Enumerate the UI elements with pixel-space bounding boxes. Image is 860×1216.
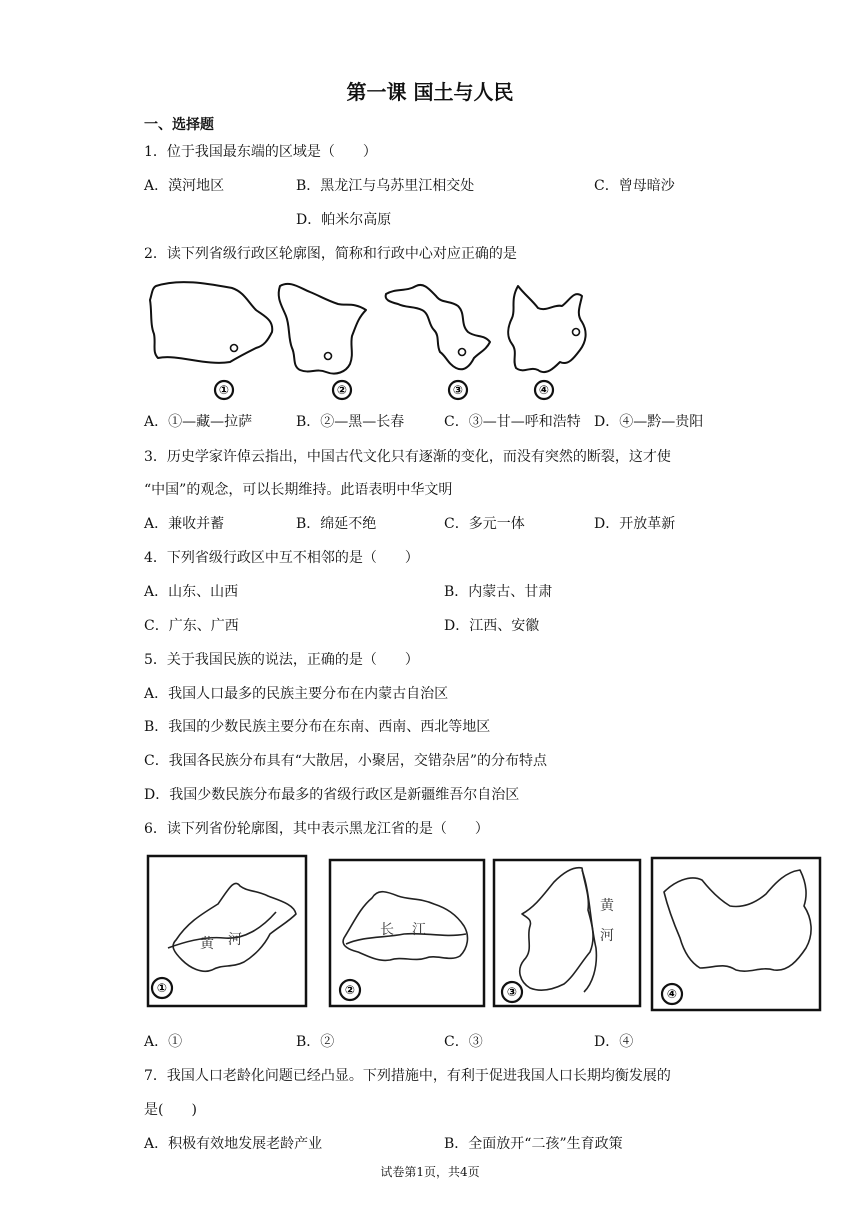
q6-outline-3 bbox=[520, 868, 593, 990]
question-2-stem: 2．读下列省级行政区轮廓图，简称和行政中心对应正确的是 bbox=[144, 246, 517, 262]
outline-map-2 bbox=[279, 284, 366, 374]
q6-map2-text-b: 江 bbox=[412, 922, 426, 938]
q6-label-2: ② bbox=[344, 983, 356, 997]
q5-option-d[interactable]: D．我国少数民族分布最多的省级行政区是新疆维吾尔自治区 bbox=[144, 787, 520, 803]
map-label-1: ① bbox=[218, 383, 230, 397]
question-4-stem: 4．下列省级行政区中互不相邻的是（ ） bbox=[144, 550, 419, 566]
q4-option-a[interactable]: A．山东、山西 bbox=[144, 584, 239, 600]
province-maps-q6 bbox=[144, 852, 824, 1016]
q6-river-3 bbox=[582, 870, 596, 992]
question-3-stem-line2: “中国”的观念，可以长期维持。此语表明中华文明 bbox=[144, 482, 453, 498]
question-1-stem: 1．位于我国最东端的区域是（ ） bbox=[144, 144, 377, 160]
q3-option-b[interactable]: B．绵延不绝 bbox=[296, 516, 377, 532]
q6-map1-text-a: 黄 bbox=[200, 936, 214, 952]
q1-option-b[interactable]: B．黑龙江与乌苏里江相交处 bbox=[296, 178, 475, 194]
q7-option-a[interactable]: A．积极有效地发展老龄产业 bbox=[144, 1136, 323, 1152]
question-5-stem: 5．关于我国民族的说法，正确的是（ ） bbox=[144, 652, 419, 668]
outline-map-1 bbox=[150, 282, 272, 363]
q6-option-a[interactable]: A．① bbox=[144, 1034, 183, 1050]
q6-map1-text-b: 河 bbox=[228, 932, 242, 948]
q6-outline-4 bbox=[664, 870, 811, 971]
question-7-stem-line1: 7．我国人口老龄化问题已经凸显。下列措施中，有利于促进我国人口长期均衡发展的 bbox=[144, 1068, 671, 1084]
map-label-4: ④ bbox=[538, 383, 550, 397]
question-6-stem: 6．读下列省份轮廓图，其中表示黑龙江省的是（ ） bbox=[144, 821, 489, 837]
outline-map-3 bbox=[386, 285, 490, 369]
q5-option-c[interactable]: C．我国各民族分布具有“大散居，小聚居，交错杂居”的分布特点 bbox=[144, 753, 548, 769]
q6-map3-text-a: 黄 bbox=[600, 898, 614, 914]
q2-option-a[interactable]: A．①—藏—拉萨 bbox=[144, 414, 253, 430]
q7-option-b[interactable]: B．全面放开“二孩”生育政策 bbox=[444, 1136, 623, 1152]
q3-option-a[interactable]: A．兼收并蓄 bbox=[144, 516, 225, 532]
q4-option-b[interactable]: B．内蒙古、甘肃 bbox=[444, 584, 553, 600]
q1-option-d[interactable]: D．帕米尔高原 bbox=[296, 212, 392, 228]
q6-label-4: ④ bbox=[666, 987, 678, 1001]
q6-river-2 bbox=[346, 934, 466, 944]
map-label-2: ② bbox=[336, 383, 348, 397]
q6-outline-1 bbox=[173, 883, 296, 971]
q6-option-b[interactable]: B．② bbox=[296, 1034, 335, 1050]
page-title: 第一课 国土与人民 bbox=[346, 80, 514, 104]
question-3-stem-line1: 3．历史学家许倬云指出，中国古代文化只有逐渐的变化，而没有突然的断裂，这才使 bbox=[144, 449, 671, 465]
q2-option-d[interactable]: D．④—黔—贵阳 bbox=[594, 414, 704, 430]
q6-outline-2 bbox=[343, 892, 467, 961]
q1-option-c[interactable]: C．曾母暗沙 bbox=[594, 178, 675, 194]
question-7-stem-line2: 是( ) bbox=[144, 1102, 197, 1118]
q6-option-d[interactable]: D．④ bbox=[594, 1034, 634, 1050]
q2-option-b[interactable]: B．②—黑—长春 bbox=[296, 414, 405, 430]
q4-option-c[interactable]: C．广东、广西 bbox=[144, 618, 239, 634]
q6-map2-text-a: 长 bbox=[380, 922, 394, 938]
q6-label-1: ① bbox=[156, 981, 168, 995]
q6-map3-text-b: 河 bbox=[600, 928, 614, 944]
q3-option-c[interactable]: C．多元一体 bbox=[444, 516, 525, 532]
q1-option-a[interactable]: A．漠河地区 bbox=[144, 178, 225, 194]
map-label-3: ③ bbox=[452, 383, 464, 397]
q6-option-c[interactable]: C．③ bbox=[444, 1034, 483, 1050]
q6-label-3: ③ bbox=[506, 985, 518, 999]
q2-option-c[interactable]: C．③—甘—呼和浩特 bbox=[444, 414, 581, 430]
province-outline-maps bbox=[140, 276, 600, 402]
q3-option-d[interactable]: D．开放革新 bbox=[594, 516, 676, 532]
page-footer: 试卷第1页，共4页 bbox=[380, 1165, 480, 1179]
section-heading: 一、选择题 bbox=[144, 117, 214, 133]
q4-option-d[interactable]: D．江西、安徽 bbox=[444, 618, 540, 634]
q5-option-a[interactable]: A．我国人口最多的民族主要分布在内蒙古自治区 bbox=[144, 686, 449, 702]
q5-option-b[interactable]: B．我国的少数民族主要分布在东南、西南、西北等地区 bbox=[144, 719, 491, 735]
